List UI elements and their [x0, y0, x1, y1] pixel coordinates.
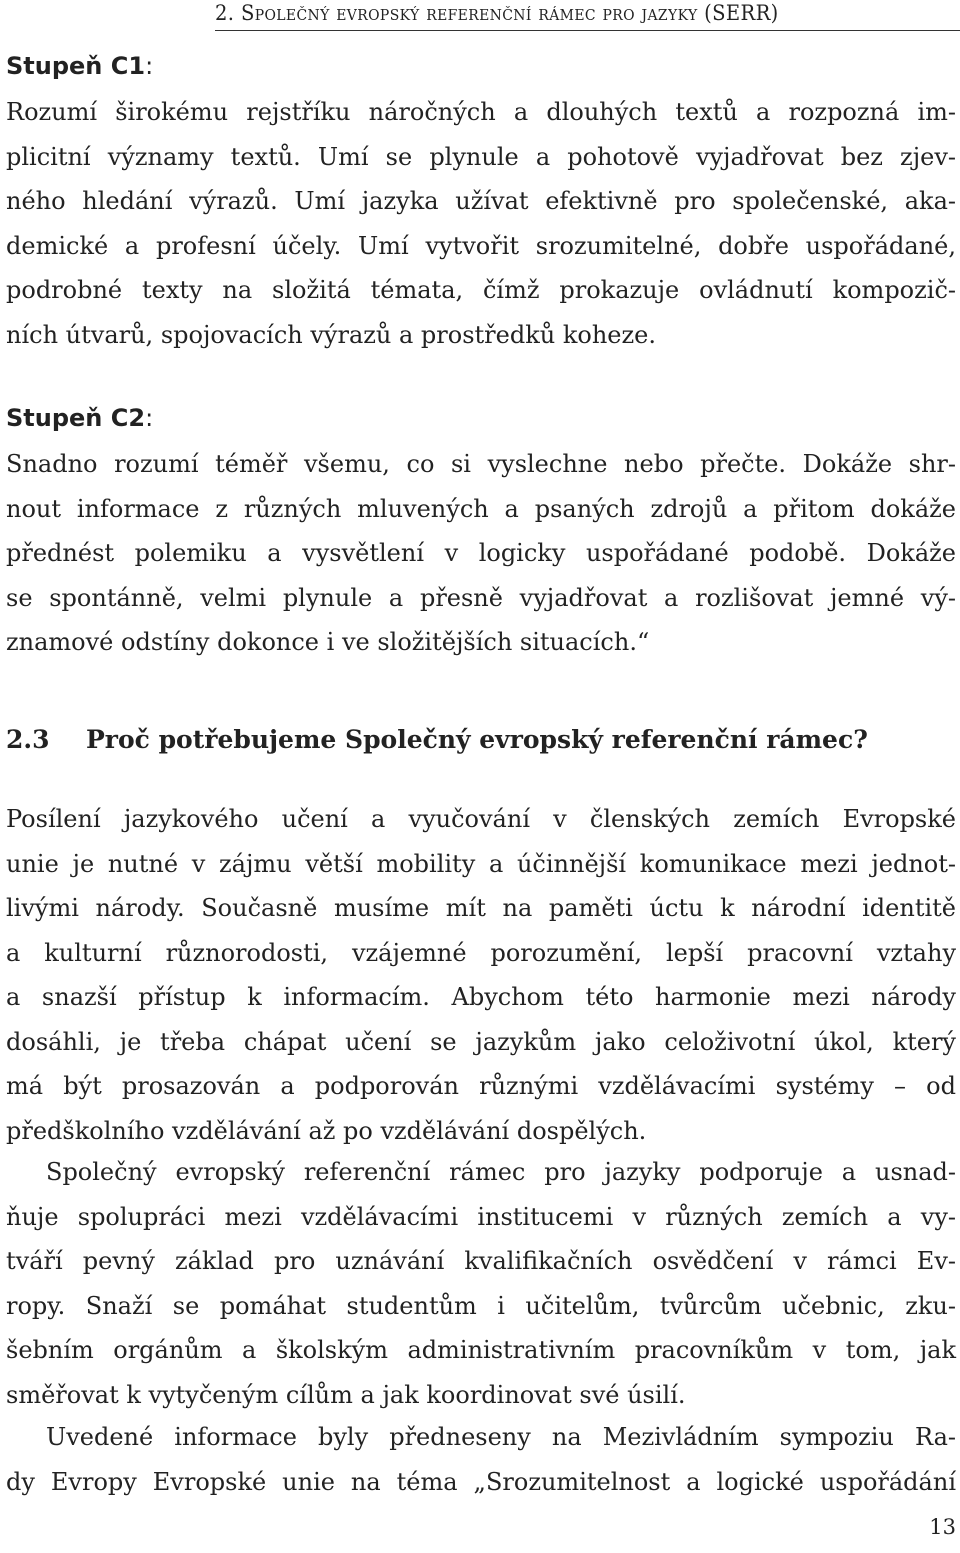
text-line: tváří pevný základ pro uznávání kvalifikačních osvědčení v rámci Ev-: [6, 1247, 956, 1275]
paragraph-1: [6, 797, 956, 1153]
level-c1-colon: :: [145, 52, 154, 80]
text-line: Posílení jazykového učení a vyučování v členských zemích Evropské: [6, 805, 956, 833]
text-line: unie je nutné v zájmu větší mobility a účinnější komunikace mezi jednot-: [6, 849, 956, 878]
text-line: znamové odstíny dokonce i ve složitějších situacích.“: [6, 628, 650, 656]
level-c2-label: Stupeň C2: [6, 404, 146, 432]
level-c1-description: [6, 90, 956, 357]
text-line: a snazší přístup k informacím. Abychom této harmonie mezi národy: [6, 983, 956, 1011]
text-line: má být prosazován a podporován různými vzdělávacími systémy – od: [6, 1072, 956, 1100]
section-heading: [6, 718, 956, 762]
text-line: a kulturní různorodosti, vzájemné porozumění, lepší pracovní vztahy: [6, 938, 956, 967]
text-line: Společný evropský referenční rámec pro jazyky podporuje a usnad-: [46, 1158, 956, 1186]
text-line: Snadno rozumí téměř všemu, co si vyslechne nebo přečte. Dokáže shr-: [6, 450, 956, 478]
text-line: podrobné texty na složitá témata, čímž prokazuje ovládnutí kompozič-: [6, 276, 956, 304]
section-number: 2.3: [6, 725, 50, 754]
text-line: předškolního vzdělávání až po vzdělávání dospělých.: [6, 1116, 647, 1145]
text-line: livými národy. Současně musíme mít na paměti úctu k národní identitě: [6, 894, 956, 922]
level-c2-colon: :: [145, 404, 154, 432]
text-line: šebním orgánům a školským administrativním pracovníkům v tom, jak: [6, 1336, 956, 1364]
text-line: ného hledání výrazů. Umí jazyka užívat efektivně pro společenské, aka-: [6, 187, 956, 215]
level-c2-description: [6, 442, 956, 665]
level-c2-heading: [6, 404, 153, 432]
text-line: plicitní významy textů. Umí se plynule a pohotově vyjadřovat bez zjev-: [6, 142, 956, 171]
text-line: ropy. Snaží se pomáhat studentům i učitelům, tvůrcům učebnic, zku-: [6, 1291, 956, 1320]
text-line: dy Evropy Evropské unie na téma „Srozumitelnost a logické uspořádání: [6, 1467, 956, 1496]
level-c1-heading: [6, 52, 153, 80]
text-line: demické a profesní účely. Umí vytvořit srozumitelné, dobře uspořádané,: [6, 231, 956, 260]
text-line: se spontánně, velmi plynule a přesně vyjadřovat a rozlišovat jemné vý-: [6, 583, 956, 612]
level-c1-label: Stupeň C1: [6, 52, 146, 80]
text-line: přednést polemiku a vysvětlení v logicky uspořádané podobě. Dokáže: [6, 539, 956, 567]
running-head-text: 2. Společný evropský referenční rámec pro jazyky (SERR): [215, 1, 779, 25]
text-line: dosáhli, je třeba chápat učení se jazykům jako celoživotní úkol, který: [6, 1027, 956, 1056]
section-title: Proč potřebujeme Společný evropský referenční rámec?: [86, 725, 868, 754]
text-line: směřovat k vytyčeným cílům a jak koordinovat své úsilí.: [6, 1380, 686, 1409]
paragraph-2: [6, 1150, 956, 1417]
text-line: Uvedené informace byly předneseny na Mezivládním sympoziu Ra-: [46, 1423, 956, 1451]
text-line: ňuje spolupráci mezi vzdělávacími institucemi v různých zemích a vy-: [6, 1202, 956, 1231]
text-line: nout informace z různých mluvených a psaných zdrojů a přitom dokáže: [6, 494, 956, 523]
text-line: ních útvarů, spojovacích výrazů a prostředků koheze.: [6, 320, 656, 349]
running-head: [215, 0, 960, 31]
paragraph-3: [6, 1415, 956, 1504]
text-line: Rozumí širokému rejstříku náročných a dlouhých textů a rozpozná im-: [6, 98, 956, 126]
page-number: 13: [929, 1515, 956, 1539]
